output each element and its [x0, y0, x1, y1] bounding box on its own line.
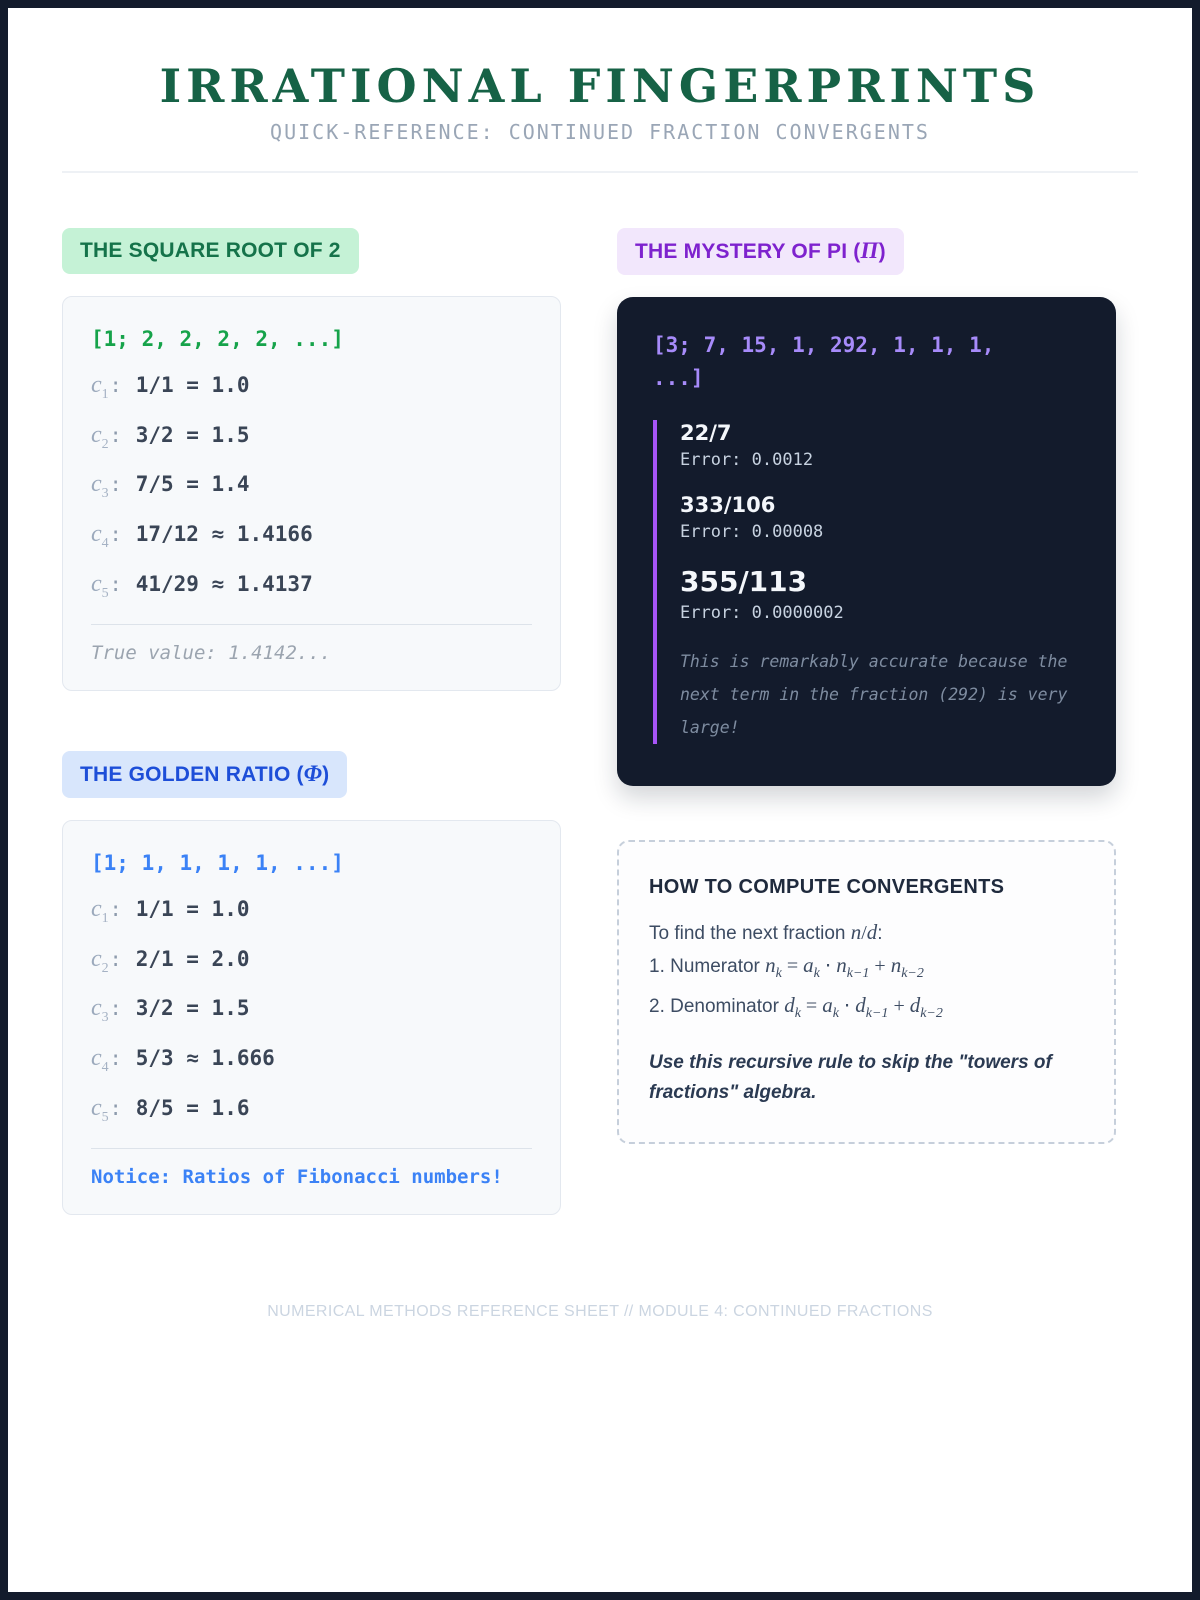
- math-operator: ⋅: [819, 954, 837, 977]
- pi-heading-close: ): [878, 239, 886, 263]
- howto-box: [617, 840, 1116, 1145]
- text-line: next term in the fraction (292) is very: [680, 684, 1068, 704]
- text-line: [3; 7, 15, 1, 292, 1, 1, 1,: [653, 332, 995, 357]
- convergent-value: 3/2 = 1.5: [135, 996, 250, 1021]
- convergent-index: 2: [101, 960, 109, 976]
- convergent-value: 8/5 = 1.6: [135, 1096, 250, 1121]
- convergent-index: 4: [101, 1060, 109, 1076]
- phi-symbol: Φ: [303, 760, 323, 786]
- howto-intro-formula: [850, 919, 878, 944]
- convergent-row: [91, 1045, 532, 1076]
- pi-convergent-block: [653, 420, 1080, 744]
- convergent-row: [91, 372, 532, 403]
- convergent-index: 5: [101, 1109, 109, 1125]
- howto-intro-suffix: :: [877, 922, 883, 944]
- convergent-row: [91, 896, 532, 927]
- phi-heading-close: ): [322, 762, 330, 786]
- math-subscript: k−1: [865, 1005, 889, 1021]
- math-subscript: k−2: [920, 1005, 943, 1021]
- convergent-colon: :: [109, 1046, 122, 1071]
- convergent-value: 2/1 = 2.0: [135, 946, 250, 971]
- text-line: large!: [680, 717, 740, 737]
- convergent-colon: :: [109, 996, 122, 1021]
- convergent-row: [91, 995, 532, 1026]
- convergent-index: 3: [101, 486, 109, 502]
- convergent-row: [91, 422, 532, 453]
- phi-continued-fraction: [1; 1, 1, 1, 1, ...]: [91, 850, 344, 875]
- convergent-index: 2: [101, 436, 109, 452]
- convergent-colon: :: [109, 372, 122, 397]
- phi-card-divider: [91, 1148, 532, 1149]
- pi-note: [680, 645, 1080, 744]
- convergent-label: $c_1$: [91, 371, 109, 402]
- convergent-index: 4: [101, 536, 109, 552]
- phi-section-heading: [62, 751, 347, 798]
- howto-intro: [649, 917, 1084, 949]
- pi-error: Error: 0.0012: [680, 449, 814, 470]
- header-divider: [62, 171, 1138, 173]
- convergent-index: 1: [101, 910, 109, 926]
- sqrt2-convergent-list: [91, 372, 532, 602]
- convergent-value: 1/1 = 1.0: [135, 896, 250, 921]
- math-variable: n: [850, 919, 862, 944]
- math-variable: d: [866, 919, 878, 944]
- phi-heading-label: THE GOLDEN RATIO (: [80, 762, 304, 786]
- pi-convergent-entry: [680, 420, 1080, 474]
- math-variable: n: [836, 952, 847, 977]
- convergent-colon: :: [109, 522, 122, 547]
- convergent-label: $c_3$: [91, 995, 109, 1026]
- convergent-row: [91, 1095, 532, 1126]
- convergent-label: $c_1$: [91, 895, 109, 926]
- convergent-label: $c_4$: [91, 1045, 109, 1076]
- convergent-colon: :: [109, 422, 122, 447]
- convergent-label: $c_3$: [91, 471, 109, 502]
- math-variable: a: [822, 992, 833, 1017]
- phi-section-heading-wrap: [62, 751, 561, 798]
- math-variable: d: [909, 992, 921, 1017]
- convergent-value: 1/1 = 1.0: [135, 372, 250, 397]
- convergent-label: $c_2$: [91, 945, 109, 976]
- convergent-index: 1: [101, 386, 109, 402]
- pi-error: Error: 0.00008: [680, 521, 824, 542]
- convergent-value: 5/3 ≈ 1.666: [135, 1046, 275, 1071]
- pi-symbol: Π: [860, 237, 879, 263]
- convergent-colon: :: [109, 472, 122, 497]
- sqrt2-card: [62, 296, 561, 691]
- sqrt2-card-divider: [91, 624, 532, 625]
- convergent-label: $c_5$: [91, 571, 109, 601]
- convergent-index: 3: [101, 1010, 109, 1026]
- math-operator: =: [781, 954, 804, 977]
- phi-card: [62, 820, 561, 1215]
- text-line: ...]: [653, 365, 704, 390]
- left-column: [62, 228, 561, 1215]
- reference-sheet-page: [8, 8, 1192, 1592]
- math-operator: /: [861, 921, 867, 944]
- pi-convergent-entry: [680, 564, 1080, 627]
- math-subscript: k: [832, 1005, 839, 1021]
- right-column: [617, 228, 1116, 1145]
- math-variable: d: [855, 992, 866, 1017]
- math-variable: n: [890, 952, 902, 977]
- convergent-colon: :: [109, 946, 122, 971]
- sqrt2-continued-fraction: [1; 2, 2, 2, 2, ...]: [91, 326, 344, 351]
- header: [8, 8, 1192, 144]
- pi-fraction: 22/7: [680, 420, 732, 445]
- howto-step: [649, 950, 1084, 989]
- pi-error: Error: 0.0000002: [680, 602, 844, 623]
- math-operator: +: [888, 994, 910, 1017]
- pi-card: [617, 297, 1116, 786]
- convergent-label: $c_4$: [91, 521, 109, 552]
- howto-step-prefix: 2. Denominator: [649, 995, 785, 1017]
- pi-entry-list: [680, 420, 1080, 627]
- pi-fraction: 333/106: [680, 492, 776, 517]
- page-title: IRRATIONAL FINGERPRINTS: [159, 59, 1041, 113]
- math-operator: ⋅: [838, 994, 856, 1017]
- footer-text: NUMERICAL METHODS REFERENCE SHEET // MODULE 4: CONTINUED FRACTIONS: [267, 1302, 933, 1320]
- convergent-value: 3/2 = 1.5: [135, 422, 250, 447]
- pi-continued-fraction: [653, 329, 1080, 395]
- convergent-index: 5: [101, 585, 109, 601]
- convergent-label: $c_5$: [91, 1095, 109, 1125]
- math-subscript: k−1: [846, 965, 870, 981]
- howto-tip: Use this recursive rule to skip the "towers of fractions" algebra.: [649, 1052, 1052, 1104]
- howto-steps: [649, 950, 1084, 1029]
- page-subtitle: QUICK-REFERENCE: CONTINUED FRACTION CONVERGENTS: [270, 119, 930, 144]
- sqrt2-section-heading: [62, 228, 359, 274]
- pi-heading-label: THE MYSTERY OF PI (: [635, 239, 861, 263]
- convergent-colon: :: [109, 572, 122, 597]
- pi-convergent-entry: [680, 492, 1080, 546]
- convergent-value: 7/5 = 1.4: [135, 472, 250, 497]
- math-subscript: k−2: [901, 965, 924, 981]
- pi-section-heading: [617, 228, 904, 275]
- text-line: This is remarkably accurate because the: [680, 651, 1068, 671]
- math-variable: d: [784, 992, 795, 1017]
- math-subscript: k: [794, 1005, 801, 1021]
- convergent-value: 41/29 ≈ 1.4137: [135, 572, 313, 597]
- convergent-row: [91, 471, 532, 502]
- howto-title: HOW TO COMPUTE CONVERGENTS: [649, 875, 1005, 898]
- math-operator: =: [800, 994, 823, 1017]
- sqrt2-footnote: True value: 1.4142...: [91, 641, 332, 664]
- convergent-row: [91, 946, 532, 977]
- howto-step: [649, 990, 1084, 1029]
- convergent-label: $c_2$: [91, 421, 109, 452]
- sqrt2-heading-label: THE SQUARE ROOT OF 2: [80, 238, 341, 262]
- howto-intro-prefix: To find the next fraction: [649, 922, 851, 944]
- convergent-colon: :: [109, 896, 122, 921]
- pi-fraction: 355/113: [680, 564, 808, 598]
- howto-step-prefix: 1. Numerator: [649, 955, 766, 977]
- phi-convergent-list: [91, 896, 532, 1126]
- content-columns: [8, 228, 1192, 1215]
- convergent-value: 17/12 ≈ 1.4166: [135, 522, 313, 547]
- math-operator: +: [869, 954, 891, 977]
- convergent-row: [91, 571, 532, 602]
- convergent-colon: :: [109, 1096, 122, 1121]
- phi-footnote: Notice: Ratios of Fibonacci numbers!: [91, 1165, 503, 1188]
- math-subscript: k: [775, 965, 782, 981]
- convergent-row: [91, 521, 532, 552]
- math-variable: n: [765, 952, 776, 977]
- math-subscript: k: [813, 965, 820, 981]
- math-variable: a: [803, 952, 814, 977]
